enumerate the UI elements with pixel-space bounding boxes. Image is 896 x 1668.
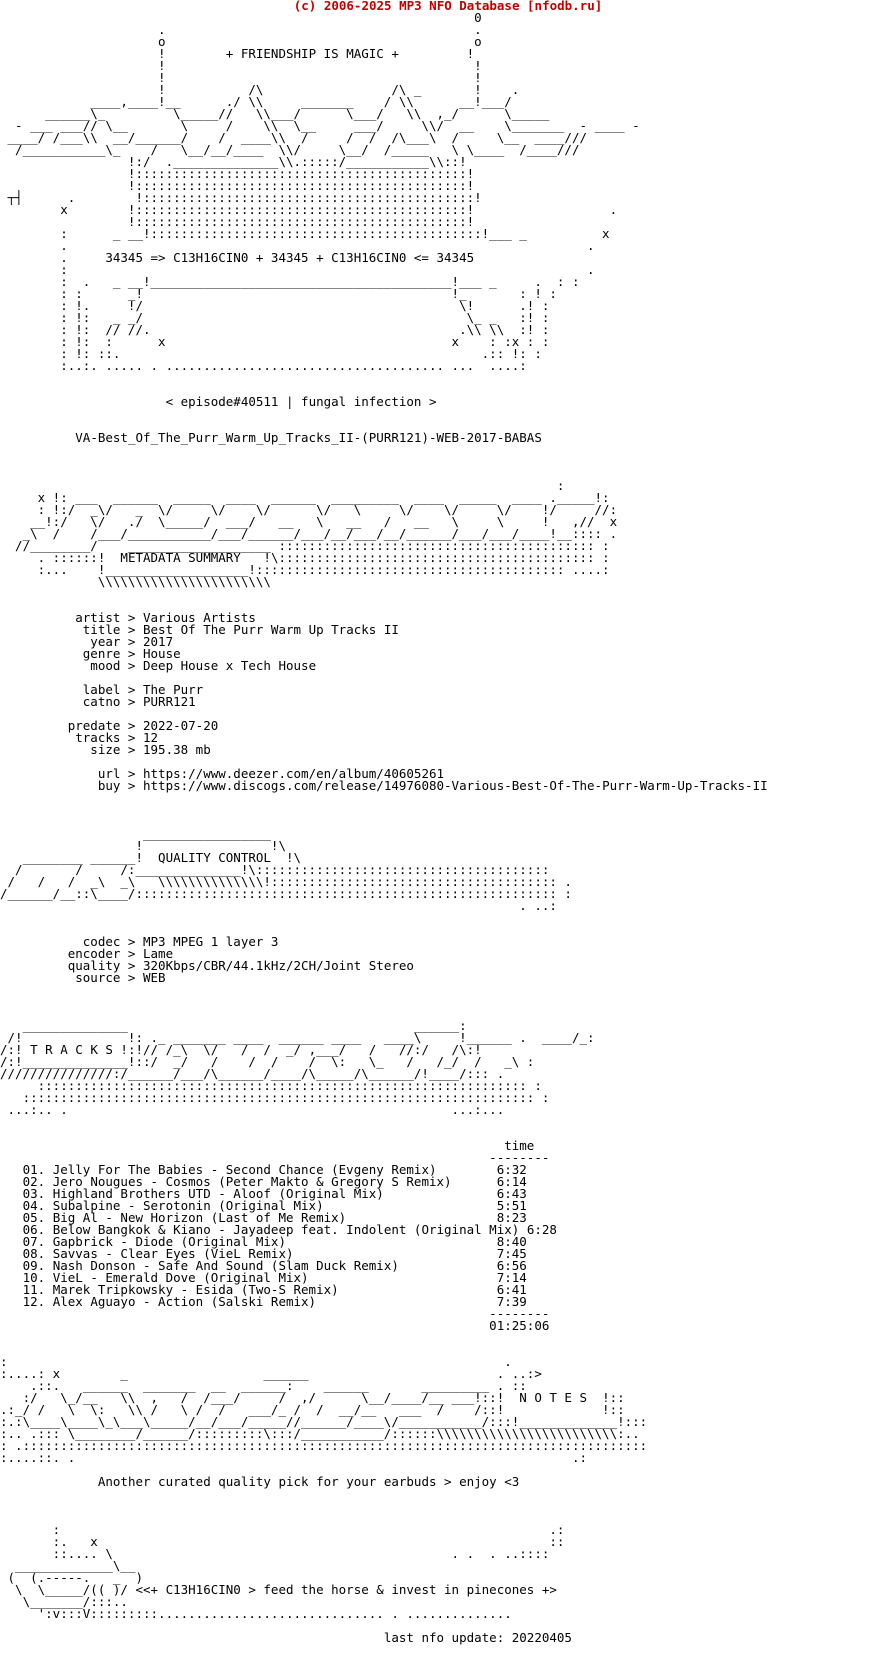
- tracks-title: T R A C K S: [30, 1042, 113, 1057]
- track-title: Gapbrick - Diode (Original Mix): [52, 1234, 286, 1249]
- metadata-block: artist > Various Artists title > Best Of The Purr Warm Up Tracks II year > 2017 genre > House mood > Deep House x Tech House label > The Purr catno > PURR121 predate > 2022-07-20 tracks > 12 size > 195.38 mb url > https://www.deezer.com/en/album/40605261 buy > https://www.discogs.com/release/14976080-Various-Best-Of-The-Purr-Warm-Up-Tracks-II: [0, 610, 768, 793]
- release-line: [0, 432, 896, 444]
- track-title: Marek Tripkowsky - Esida (Two-S Remix): [52, 1282, 339, 1297]
- genre-value: House: [143, 646, 181, 661]
- logo-ascii-art: 0 . . o o ! + FRIENDSHIP IS MAGIC + ! ! ! ! ! ! /\ /\ _ ! . ____,____!__ ./ \\ _______ / \\ __!___/ ______\_ \_____// \\___/ \___/ \\ ,_/ \_____ - ___ ___// \__ \ / \\ \__ ___/ \\/ __ \_______ - ____ - ____/ /___\\ __/______/ / ____\\ / / / /\___\ / \__ ____/// /___________\_ / \__/__/____ \\/ \__/ /_____ \ \____ /____/// !:/ .______________\\.:::::/___________\\::! !::::::::::::::::::::::::::::::::::::::::::::! !::::::::::::::::::::::::::::::::::::::::::::! ┬┤ . !::::::::::::::::::::::::::::::::::::::::::::! x !::::::::::::::::::::::::::::::::::::::::::::! . !::::::::::::::::::::::::::::::::::::::::::::! : _ __!::::::::::::::::::::::::::::::::::::::::::::!___ _ x . . . 34345 => C13H16CIN0 + 34345 + C13H16CIN0 <= 34345 : . : . _ __!________________________________________!___ _ . : : : : _! !_ : ! : : !. !/ \! .! : : !: _ _/ \_ _ :! : : !: // //. .\\ \\ :! : : !: : x x : :x : : : !: ::. .:: !: : :..:. ..... . ..................................... ... ....:: [7, 10, 640, 373]
- track-time: 6:28: [526, 1222, 557, 1237]
- encoder-value: Lame: [143, 946, 174, 961]
- track-time: 7:45: [496, 1246, 527, 1261]
- track-time: 7:39: [496, 1294, 527, 1309]
- track-title: VieL - Emerald Dove (Original Mix): [52, 1270, 309, 1285]
- notes-text: Another curated quality pick for your earbuds > enjoy <3: [97, 1474, 520, 1489]
- episode-line: [0, 396, 896, 408]
- predate-value: 2022-07-20: [143, 718, 219, 733]
- track-number: 07.: [22, 1234, 46, 1249]
- metadata-title: METADATA SUMMARY: [120, 550, 241, 565]
- release-name: VA-Best_Of_The_Purr_Warm_Up_Tracks_II-(PURR121)-WEB-2017-BABAS: [75, 430, 542, 445]
- track-time: 6:14: [496, 1174, 527, 1189]
- mood-value: Deep House x Tech House: [143, 658, 317, 673]
- footer-ascii: : .: :. x :: ::.... \ . . . ..:::: _____________\__ ( (.-----. _ ) \ \_____/(( )/ <<+ C13H16CIN0 > feed the horse & invest in pinecones +> \_______/:::.. ':v:::V:::::::::.............................. . ..............: [7, 1522, 565, 1621]
- track-number: 11.: [22, 1282, 46, 1297]
- track-number: 01.: [22, 1162, 46, 1177]
- track-number: 10.: [22, 1270, 46, 1285]
- notes-line: [0, 1476, 896, 1488]
- track-number: 06.: [22, 1222, 46, 1237]
- metadata-banner-ascii: : x !: ___ ______ _____ ____ ______ _________ ____ _____ ____ ._____!: : !:/ _\/ _ \/ \/ \/ \/ \ \/ \/ \/ !/ //: __!:/ \/ ./ \_____/ ___/ __ \ __ / __ \ \ ! ,// x _\ / /___/___________/___/______/___/__/___/__/______/___/___/____!__:::: . //________/ ___________________ :::::::::::::::::::::::::::::::::::::::::: : . ::::::! METADATA SUMMARY !\:::::::::::::::::::::::::::::::::::::::::: : :... !___________________!::::::::::::::::::::::::::::::::::::::::: ....: \\\\\\\\\\\\\\\\\\\\\\\: [15, 478, 618, 589]
- copyright-header: (c) 2006-2025 MP3 NFO Database [nfodb.ru]: [293, 0, 603, 13]
- time-header: time: [504, 1138, 535, 1153]
- title-value: Best Of The Purr Warm Up Tracks II: [143, 622, 399, 637]
- last-update-line: [0, 1632, 896, 1644]
- track-number: 08.: [22, 1246, 46, 1261]
- tracks-value: 12: [143, 730, 159, 745]
- size-value: 195.38 mb: [143, 742, 211, 757]
- motto: + FRIENDSHIP IS MAGIC +: [225, 46, 399, 61]
- signoff: <<+ C13H16CIN0 > feed the horse & invest in pinecones +>: [135, 1582, 557, 1597]
- track-title: Below Bangkok & Kiano - Jayadeep feat. Indolent (Original Mix): [52, 1222, 520, 1237]
- total-time: 01:25:06: [489, 1318, 550, 1333]
- track-number: 12.: [22, 1294, 46, 1309]
- track-title: Jelly For The Babies - Second Chance (Evgeny Remix): [52, 1162, 437, 1177]
- track-title: Subalpine - Serotonin (Original Mix): [52, 1198, 324, 1213]
- track-time: 8:40: [496, 1234, 527, 1249]
- track-time: 5:51: [496, 1198, 527, 1213]
- track-time: 8:23: [496, 1210, 527, 1225]
- time-header-line: time --------: [489, 1138, 550, 1165]
- track-time: 7:14: [496, 1270, 527, 1285]
- track-time: 6:41: [496, 1282, 527, 1297]
- artist-value: Various Artists: [143, 610, 256, 625]
- buy-link[interactable]: https://www.discogs.com/release/14976080-Various-Best-Of-The-Purr-Warm-Up-Tracks-II: [143, 778, 768, 793]
- track-title: Big Al - New Horizon (Last of Me Remix): [52, 1210, 347, 1225]
- source-value: WEB: [143, 970, 166, 985]
- last-update: last nfo update: 20220405: [383, 1630, 572, 1645]
- quality-banner-ascii: _________________ ! !\ ________ ______! QUALITY CONTROL !\ / / /:______________!\::::::::::::::::::::::::::::::::::::::: / / / _\ _\ \\\\\\\\\\\\\\!:::::::::::::::::::::::::::::::::::::: . /______/__::\____/:::::::::::::::::::::::::::::::::::::::::::::::::::::::: : . ..:: [0, 826, 572, 913]
- notes-banner-ascii: : . :....: x _ ______ . ..:> .::. ______ _______ __ ______: ______ _________ . :: :/ \_/__ \\ , / /___/ / ,/ \__/____/__ ___!::! N O T E S !:: .:_/ / \ \: \\ / \ / / ___/_ / / __/__ ___ / /::! !:: :.:\____\____\_\___\_____/__/___/_____//______/____\/___________/:::!_____________!::: :.. .::: \________/______/:::::::::\:::/___________/::::::\\\\\\\\\\\\\\\\\\\\\\\\:.. : .::::::::::::::::::::::::::::::::::::::::::::::::::::::::::::::::::::::::::::::::::: :....::. . .:: [0, 1354, 648, 1465]
- year-value: 2017: [143, 634, 174, 649]
- quality-block: codec > MP3 MPEG 1 layer 3 encoder > Lame quality > 320Kbps/CBR/44.1kHz/2CH/Joint Stereo source > WEB: [0, 934, 414, 985]
- track-number: 04.: [22, 1198, 46, 1213]
- track-title: Savvas - Clear Eyes (VieL Remix): [52, 1246, 294, 1261]
- codec-value: MP3 MPEG 1 layer 3: [143, 934, 279, 949]
- notes-title: N O T E S: [519, 1390, 588, 1405]
- track-time: 6:43: [496, 1186, 527, 1201]
- track-number: 02.: [22, 1174, 46, 1189]
- track-time: 6:56: [496, 1258, 527, 1273]
- track-number: 05.: [22, 1210, 46, 1225]
- track-number: 03.: [22, 1186, 46, 1201]
- equation: 34345 => C13H16CIN0 + 34345 + C13H16CIN0 <= 34345: [105, 250, 475, 265]
- tracks-banner-ascii: ______________ ______: /! !: ._ _______ ____ ______ ____ ____\ !______ . ____/_: /:! T R A C K S !:!// /_\ \/ / / _/ ,___/ / //:/ /\:! /:!______________!::/ _/ / / / / \: \_ / /_/ / _\ : ///////////////:/______/___/\______/____/\_____/\______/!____/::: . ::::::::::::::::::::::::::::::::::::::::::::::::::::::::::::::::: : :::::::::::::::::::::::::::::::::::::::::::::::::::::::::::::::::::: : ...:.. . ...:...: [0, 1018, 595, 1117]
- track-title: Highland Brothers UTD - Aloof (Original Mix): [52, 1186, 384, 1201]
- track-title: Jero Nougues - Cosmos (Peter Makto & Gregory S Remix): [52, 1174, 452, 1189]
- episode: < episode#40511 | fungal infection >: [165, 394, 437, 409]
- tracklist: [0, 1164, 896, 1308]
- quality-title: QUALITY CONTROL: [158, 850, 271, 865]
- track-title: Alex Aguayo - Action (Salski Remix): [52, 1294, 317, 1309]
- total-line: -------- 01:25:06: [489, 1306, 550, 1333]
- label-value: The Purr: [143, 682, 204, 697]
- track-time: 6:32: [496, 1162, 527, 1177]
- url-link[interactable]: https://www.deezer.com/en/album/40605261: [143, 766, 445, 781]
- track-number: 09.: [22, 1258, 46, 1273]
- catno-value: PURR121: [143, 694, 196, 709]
- track-title: Nash Donson - Safe And Sound (Slam Duck Remix): [52, 1258, 399, 1273]
- quality-value: 320Kbps/CBR/44.1kHz/2CH/Joint Stereo: [143, 958, 414, 973]
